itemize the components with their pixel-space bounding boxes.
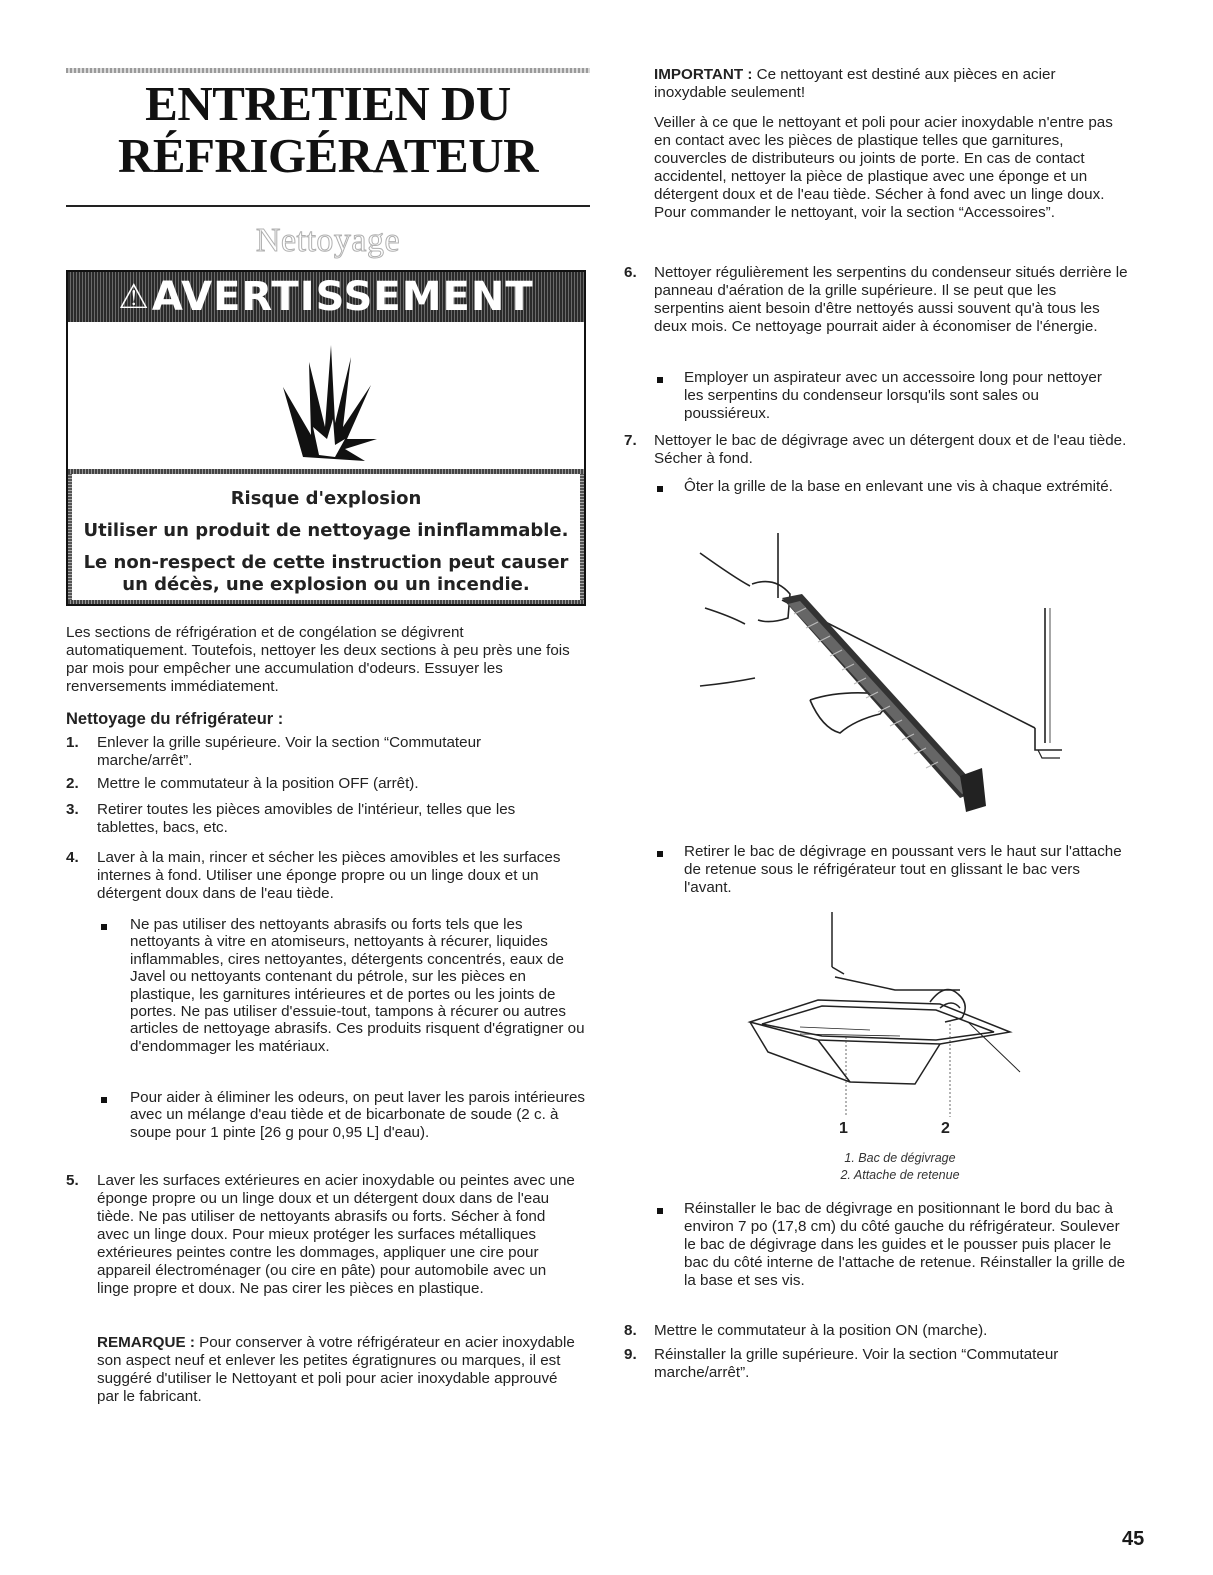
caption-defrost-pan: 1. Bac de dégivrage: [844, 1151, 956, 1165]
bullet-marker: [657, 486, 663, 492]
step-6-bullet: Employer un aspirateur avec un accessoire long pour nettoyer les serpentins du condenseur lorsqu'ils sont sales ou poussiéreux.: [684, 369, 1102, 422]
step-9-number: 9.: [624, 1346, 637, 1363]
base-grille-removal-illustration: [690, 528, 1070, 828]
intro-paragraph: Les sections de réfrigération et de congélation se dégivrent automatiquement. Toutefois, nettoyer les deux sections à peu près une fois par mois pour empêcher une accumulation d'odeurs. Essuyer les renversements immédiatement.: [66, 624, 570, 695]
remark-paragraph: [97, 1334, 581, 1406]
step-2-number: 2.: [66, 775, 79, 792]
defrost-pan-illustration: [740, 912, 1030, 1117]
step-1-number: 1.: [66, 734, 79, 751]
important-paragraph: [654, 66, 1130, 102]
warning-consequence: [68, 552, 584, 596]
bullet-marker: [101, 1097, 107, 1103]
step-7-number: 7.: [624, 432, 637, 449]
bullet-marker: [101, 924, 107, 930]
warning-bottom-edge: [68, 600, 584, 604]
warning-risk: Risque d'explosion: [230, 488, 422, 509]
bullet-no-abrasives: Ne pas utiliser des nettoyants abrasifs ou forts tels que les nettoyants à vitre en atomiseurs, nettoyants à récurer, liquides inflammables, cires nettoyantes, détergents concentrés, eaux de Javel ou nettoyants contenant du pétrole, sur les pièces en plastique, les garnitures intérieures et de portes ou les joints de portes. Ne pas utiliser d'essuie-tout, tampons à récurer ou autres articles de nettoyage abrasifs. Ces produits risquent d'égratigner ou d'endommager les matériaux.: [130, 916, 585, 1055]
bullet-odors: Pour aider à éliminer les odeurs, on peut laver les parois intérieures avec un mélange d'eau tiède et de bicarbonate de soude (2 c. à soupe pour 1 pinte [26 g pour 0,95 L] d'eau).: [130, 1089, 586, 1141]
step-2-text: Mettre le commutateur à la position OFF (arrêt).: [97, 775, 419, 792]
step-7-text: Nettoyer le bac de dégivrage avec un détergent doux et de l'eau tiède. Sécher à fond.: [654, 432, 1127, 467]
step-7-bullet-remove-grille: Ôter la grille de la base en enlevant une vis à chaque extrémité.: [684, 478, 1113, 495]
page-title: [66, 78, 590, 182]
step-1-text: Enlever la grille supérieure. Voir la section “Commutateur marche/arrêt”.: [97, 734, 482, 769]
subheading-refrigerator-cleaning: Nettoyage du réfrigérateur :: [66, 710, 284, 728]
step-6-number: 6.: [624, 264, 637, 281]
step-9-text: Réinstaller la grille supérieure. Voir la section “Commutateur marche/arrêt”.: [654, 1346, 1059, 1381]
warning-header: [68, 274, 584, 320]
step-7-bullet-reinstall-pan: Réinstaller le bac de dégivrage en positionnant le bord du bac à environ 7 po (17,8 cm) du côté gauche du réfrigérateur. Soulever le bac de dégivrage dans les guides et le pousser puis placer le bac du côté interne de l'attache de retenue. Réinstaller la grille de la base et ses vis.: [684, 1200, 1126, 1289]
top-decorative-rule: [66, 68, 590, 73]
callout-1: 1: [839, 1120, 848, 1137]
step-4-text: Laver à la main, rincer et sécher les pièces amovibles et les surfaces internes à fond. Utiliser une éponge propre ou un linge doux et un détergent doux dans de l'eau tiède.: [97, 849, 561, 902]
warning-consequence-line-2: un décès, une explosion ou un incendie.: [122, 574, 530, 595]
important-text: Ce nettoyant est destiné aux pièces en acier inoxydable seulement!: [654, 66, 1056, 101]
important-label: IMPORTANT :: [654, 66, 753, 83]
step-3-number: 3.: [66, 801, 79, 818]
step-6-text: Nettoyer régulièrement les serpentins du condenseur situés derrière le panneau d'aération de la grille supérieure. Il se peut que les serpentins aient besoin d'être nettoyés aussi souvent qu'à tous les deux mois. Ce nettoyage pourrait aider à économiser de l'énergie.: [654, 264, 1128, 335]
step-5-text: Laver les surfaces extérieures en acier inoxydable ou peintes avec une éponge propre ou un linge doux et un détergent doux dans de l'eau tiède. Ne pas utiliser de nettoyants abrasifs ou forts. Sécher à fond avec un linge doux. Pour mieux protéger les surfaces métalliques extérieures peintes contre les dommages, appliquer une cire pour appareil électroménager (ou cire en pâte) pour automobile avec un linge propre et doux. Ne pas cirer les pièces en plastique.: [97, 1172, 575, 1297]
explosion-hazard-icon: [273, 327, 383, 462]
warning-consequence-line-1: Le non-respect de cette instruction peut causer: [83, 552, 569, 573]
page-title-line-2: RÉFRIGÉRATEUR: [117, 128, 539, 183]
title-divider: [66, 205, 590, 207]
step-4-number: 4.: [66, 849, 79, 866]
page-number: 45: [1122, 1528, 1145, 1550]
callout-2: 2: [941, 1120, 950, 1137]
warning-header-bar: [68, 272, 584, 322]
section-title: Nettoyage: [255, 222, 401, 259]
warning-divider: [68, 469, 584, 474]
step-3-text: Retirer toutes les pièces amovibles de l'intérieur, telles que les tablettes, bacs, etc.: [97, 801, 516, 836]
caption-retainer-clip: 2. Attache de retenue: [840, 1168, 960, 1182]
bullet-marker: [657, 851, 663, 857]
caution-paragraph: Veiller à ce que le nettoyant et poli pour acier inoxydable n'entre pas en contact avec les pièces de plastique telles que garnitures, couvercles de distributeurs ou joints de porte. En cas de contact accidentel, nettoyer la pièce de plastique avec une éponge et un détergent doux et de l'eau tiède. Sécher à fond avec un linge doux. Pour commander le nettoyant, voir la section “Accessoires”.: [654, 114, 1113, 221]
bullet-marker: [657, 1208, 663, 1214]
warning-triangle-icon: ⚠: [118, 277, 150, 317]
bullet-marker: [657, 377, 663, 383]
warning-header-label: AVERTISSEMENT: [151, 274, 534, 320]
step-5-number: 5.: [66, 1172, 79, 1189]
step-8-text: Mettre le commutateur à la position ON (marche).: [654, 1322, 988, 1339]
warning-instruction: Utiliser un produit de nettoyage ininflammable.: [83, 520, 569, 541]
page-title-line-1: ENTRETIEN DU: [145, 76, 511, 131]
remark-label: REMARQUE :: [97, 1334, 195, 1351]
warning-box: [66, 270, 586, 606]
step-8-number: 8.: [624, 1322, 637, 1339]
step-7-bullet-remove-pan: Retirer le bac de dégivrage en poussant vers le haut sur l'attache de retenue sous le réfrigérateur tout en glissant le bac vers l'avant.: [684, 843, 1122, 896]
remark-text: Pour conserver à votre réfrigérateur en acier inoxydable son aspect neuf et enlever les petites égratignures ou marques, il est suggéré d'utiliser le Nettoyant et poli pour acier inoxydable approuvé par le fabricant.: [97, 1334, 575, 1405]
